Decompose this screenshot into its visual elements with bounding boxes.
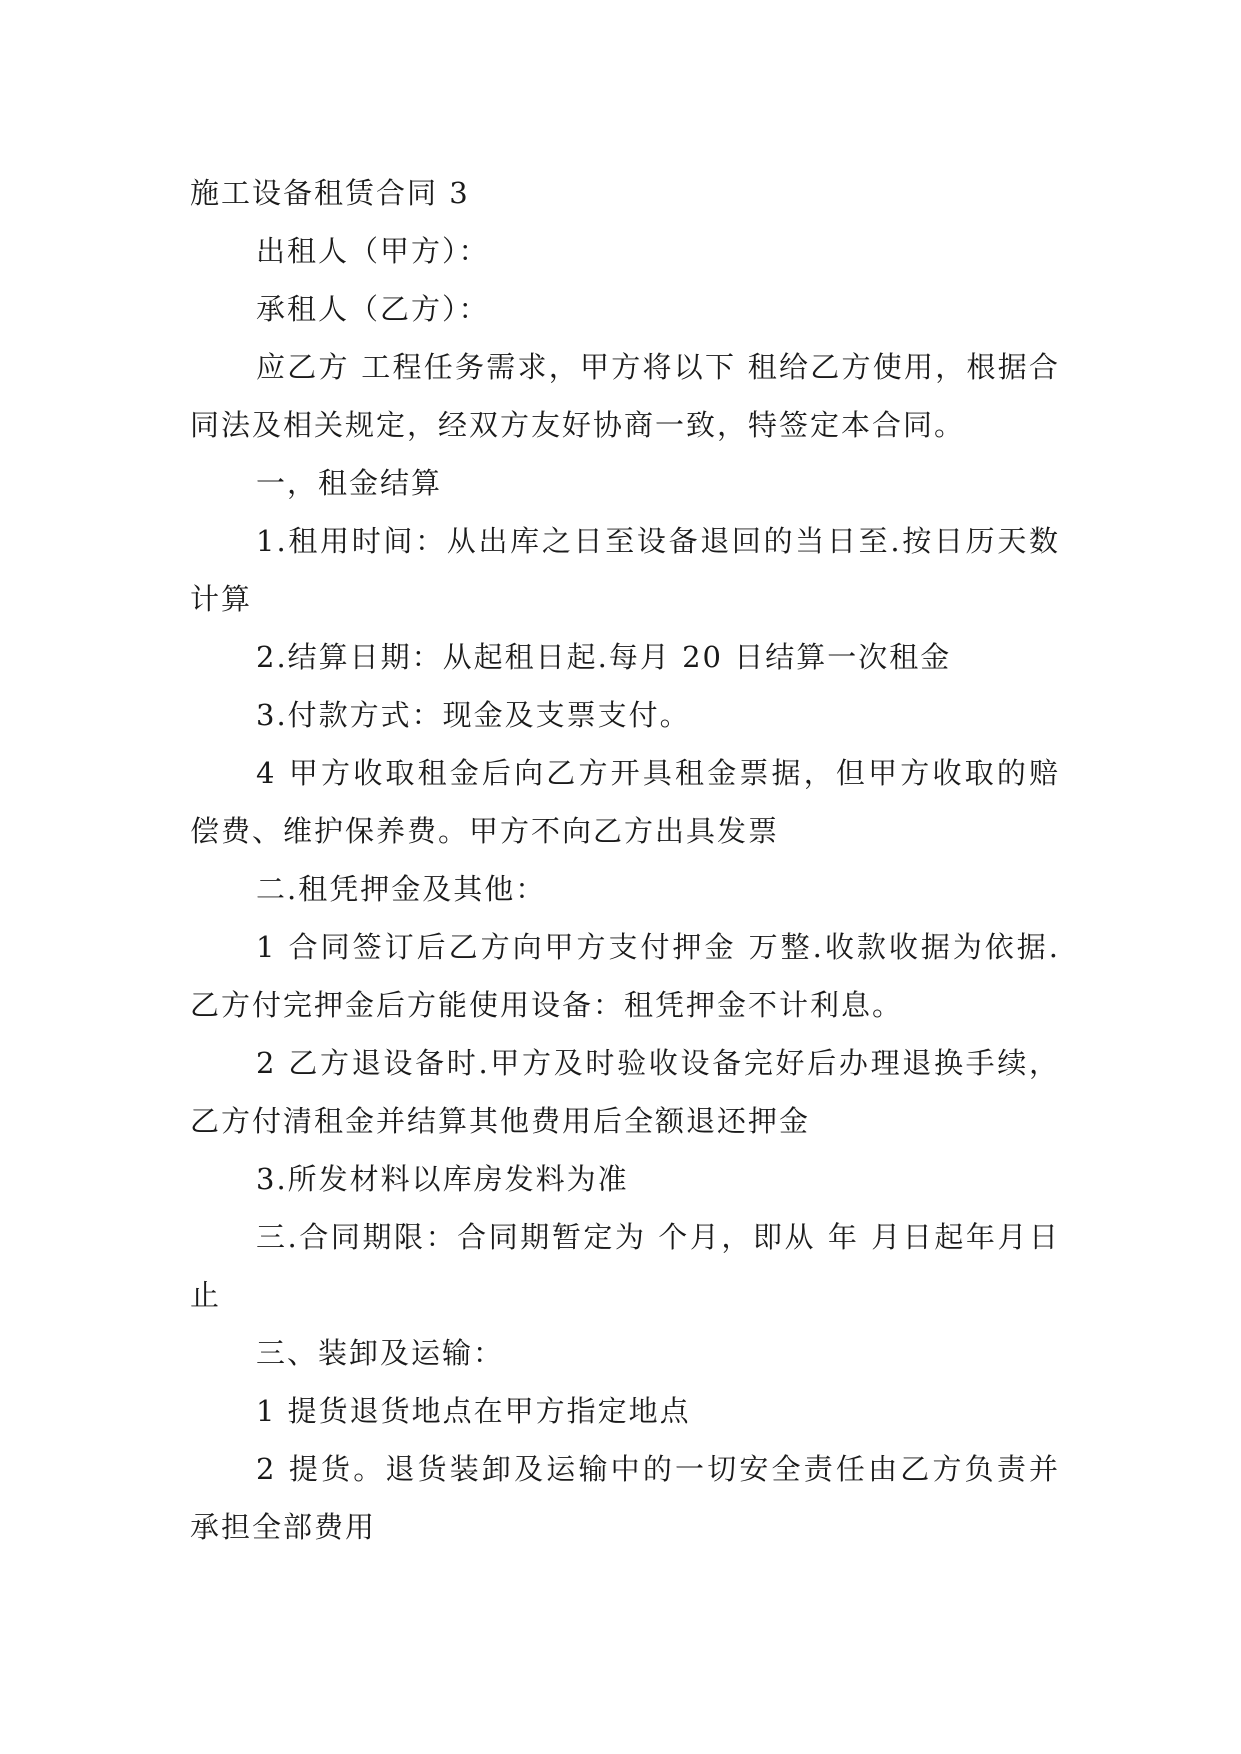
paragraph-pickup-location: 1 提货退货地点在甲方指定地点: [256, 1394, 691, 1428]
section-heading-rent-settlement: 一，租金结算: [256, 466, 443, 500]
paragraph-payment-method: 3.付款方式：现金及支票支付。: [256, 698, 691, 732]
paragraph-materials: 3.所发材料以库房发料为准: [256, 1162, 629, 1196]
paragraph-transport-liability: 2 提货。退货装卸及运输中的一切安全责任由乙方负责并承担全部费用: [190, 1452, 1060, 1544]
paragraph-invoice: 4 甲方收取租金后向乙方开具租金票据，但甲方收取的赔偿费、维护保养费。甲方不向乙方出具发票: [190, 756, 1060, 848]
document-title: 施工设备租赁合同 3: [190, 176, 470, 210]
paragraph-lessee: 承租人（乙方）：: [256, 292, 490, 326]
paragraph-settlement-date: 2.结算日期：从起租日起.每月 20 日结算一次租金: [256, 640, 952, 674]
paragraph-deposit-refund: 2 乙方退设备时.甲方及时验收设备完好后办理退换手续，乙方付清租金并结算其他费用后全额退还押金: [190, 1046, 1060, 1138]
paragraph-rental-period: 1.租用时间：从出库之日至设备退回的当日至.按日历天数计算: [190, 524, 1060, 616]
section-heading-deposit: 二.租凭押金及其他：: [256, 872, 547, 906]
paragraph-lessor: 出租人（甲方）：: [256, 234, 490, 268]
paragraph-deposit-payment: 1 合同签订后乙方向甲方支付押金 万整.收款收据为依据.乙方付完押金后方能使用设备：租凭押金不计利息。: [190, 930, 1060, 1022]
paragraph-contract-term: 三.合同期限：合同期暂定为 个月，即从 年 月日起年月日 止: [190, 1220, 1060, 1312]
paragraph-preamble: 应乙方 工程任务需求，甲方将以下 租给乙方使用，根据合同法及相关规定，经双方友好协商一致，特签定本合同。: [190, 350, 1060, 442]
section-heading-loading-transport: 三、装卸及运输：: [256, 1336, 505, 1370]
document-body: [190, 164, 1060, 1556]
